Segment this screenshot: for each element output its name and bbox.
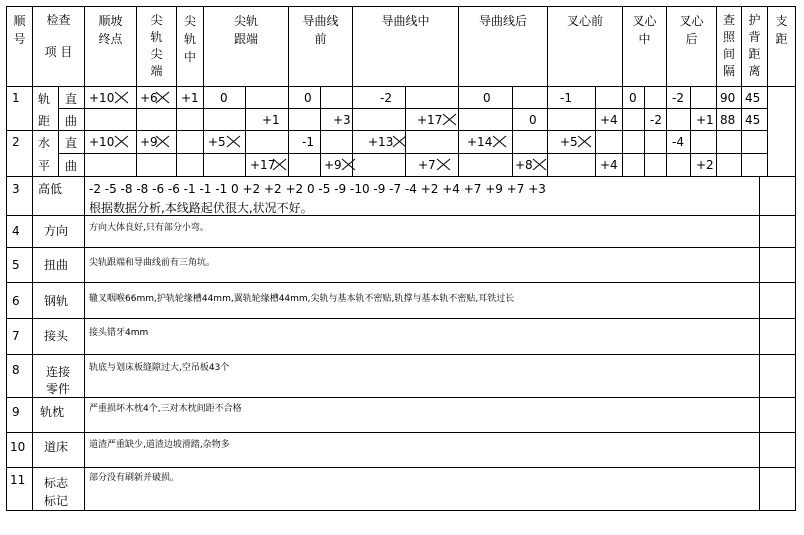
grid-line: [6, 130, 768, 131]
measure-value: +1: [262, 113, 280, 127]
subrow-label: 曲: [65, 114, 78, 128]
measure-value: +6: [140, 91, 158, 105]
grid-line: [6, 247, 796, 248]
exceed-mark-icon: [226, 135, 241, 148]
grid-line: [512, 86, 513, 177]
grid-line: [58, 153, 768, 154]
measure-value: +8: [515, 158, 533, 172]
measure-value: +1: [696, 113, 714, 127]
exceed-mark-icon: [341, 158, 356, 171]
row-label: 高低: [38, 182, 63, 196]
header-switch-mid: 尖 轨 中: [183, 14, 196, 64]
grid-line: [405, 86, 406, 177]
measure-value: -1: [560, 91, 572, 105]
header-guard-distance: 护 背 距 离: [748, 13, 761, 78]
grid-line: [6, 176, 796, 177]
measure-value: 90: [720, 91, 736, 105]
measure-value: +2: [696, 158, 714, 172]
exceed-mark-icon: [442, 113, 457, 126]
row-label: 连接 零件: [46, 365, 71, 396]
exceed-mark-icon: [492, 135, 507, 148]
row-label: 扭曲: [44, 258, 69, 272]
measure-value: 0: [529, 113, 537, 127]
grid-line: [759, 176, 760, 511]
grid-line: [547, 6, 548, 177]
row-note: 严重损坏木枕4个,三对木枕间距不合格: [89, 404, 242, 414]
grid-line: [6, 282, 796, 283]
grid-line: [690, 86, 691, 177]
grid-line: [644, 86, 645, 177]
grid-line: [58, 108, 768, 109]
header-frog-front: 叉心前: [566, 14, 603, 28]
measure-value: -1: [302, 135, 314, 149]
exceed-mark-icon: [114, 91, 129, 104]
category-label: 平: [38, 159, 51, 173]
measure-value: +9: [324, 158, 342, 172]
row-number: 5: [12, 258, 20, 272]
row-label: 钢轨: [44, 294, 69, 308]
grid-line: [795, 6, 796, 511]
measure-value: 0: [304, 91, 312, 105]
header-ramp-end: 顺坡 终点: [98, 14, 123, 46]
row-number: 3: [12, 182, 20, 196]
row-label: 接头: [44, 329, 69, 343]
grid-line: [6, 510, 796, 511]
measure-value: -2: [380, 91, 392, 105]
header-switch-heel: 尖轨 跟端: [233, 14, 258, 46]
measure-value: +7: [418, 158, 436, 172]
row-number: 11: [10, 473, 26, 487]
header-lead-mid: 导曲线中: [381, 14, 430, 28]
measure-value: +10: [89, 135, 115, 149]
row-note: 根据数据分析,本线路起伏很大,状况不好。: [89, 201, 313, 215]
header-frog-back: 叉心 后: [679, 14, 704, 46]
row-note: 接头错牙4mm: [89, 328, 149, 338]
exceed-mark-icon: [272, 158, 287, 171]
exceed-mark-icon: [532, 158, 547, 171]
grid-line: [6, 397, 796, 398]
exceed-mark-icon: [114, 135, 129, 148]
row-note: 部分没有刷新并破损。: [89, 473, 180, 483]
row-note: 轨底与划床板缝隙过大,空吊板43个: [89, 363, 230, 373]
grid-line: [6, 354, 796, 355]
row-note: 辙叉咽喉66mm,护轨轮缘槽44mm,翼轨轮缘槽44mm,尖轨与基本轨不密贴,轨撑与基本轨不密贴,耳铁过长: [89, 294, 515, 304]
row-number: 6: [12, 294, 20, 308]
measure-value: 45: [745, 113, 761, 127]
row-number: 10: [10, 440, 26, 454]
grid-line: [6, 318, 796, 319]
subrow-label: 直: [65, 136, 78, 150]
row-note: 道渣严重缺少,道渣边坡滑踏,杂物多: [89, 440, 230, 450]
measure-value: -2: [650, 113, 662, 127]
row-number: 1: [12, 91, 20, 105]
exceed-mark-icon: [436, 158, 451, 171]
measure-value: +5: [560, 135, 578, 149]
grid-line: [320, 86, 321, 177]
grid-line: [245, 86, 246, 177]
header-item: 检查 项 目: [44, 13, 73, 59]
measure-value: +14: [467, 135, 493, 149]
grid-line: [458, 6, 459, 177]
row-number: 7: [12, 329, 20, 343]
measure-value: -2: [672, 91, 684, 105]
measure-value: 0: [483, 91, 491, 105]
exceed-mark-icon: [155, 91, 170, 104]
subrow-label: 曲: [65, 159, 78, 173]
header-offset: 支 距: [775, 14, 788, 46]
category-label: 水: [38, 136, 51, 150]
row-label: 道床: [44, 440, 69, 454]
measure-value: -4: [672, 135, 684, 149]
grid-line: [6, 6, 7, 511]
header-lead-back: 导曲线后: [478, 14, 527, 28]
grid-line: [6, 6, 796, 7]
row-label: 轨枕: [40, 405, 65, 419]
measure-value: +17: [417, 113, 443, 127]
measure-value: +4: [600, 113, 618, 127]
exceed-mark-icon: [392, 135, 407, 148]
measure-value: +10: [89, 91, 115, 105]
grid-line: [6, 86, 796, 87]
category-label: 距: [38, 114, 51, 128]
row-note: 尖轨跟端和导曲线前有三角坑。: [89, 258, 216, 268]
grid-line: [58, 86, 59, 177]
measure-value: +1: [181, 91, 199, 105]
measure-value: +9: [140, 135, 158, 149]
measure-value: +13: [368, 135, 394, 149]
row-number: 4: [12, 224, 20, 238]
row-label: 标志 标记: [44, 476, 69, 508]
header-lead-front: 导曲线 前: [302, 14, 339, 46]
grid-line: [6, 432, 796, 433]
grid-line: [84, 6, 85, 511]
measure-value: +3: [333, 113, 351, 127]
measure-value: 0: [629, 91, 637, 105]
subrow-label: 直: [65, 92, 78, 106]
category-label: 轨: [38, 92, 51, 106]
measure-value: 0: [220, 91, 228, 105]
measure-value: +17: [250, 158, 276, 172]
measure-value: +4: [600, 158, 618, 172]
exceed-mark-icon: [577, 135, 592, 148]
header-switch-tip: 尖 轨 尖 端: [150, 13, 163, 78]
header-seq: 顺 号: [13, 14, 26, 46]
grid-line: [595, 86, 596, 177]
measure-value: 45: [745, 91, 761, 105]
measure-value: 88: [720, 113, 736, 127]
grid-line: [6, 467, 796, 468]
row-label: 方向: [44, 224, 69, 238]
grid-line: [6, 215, 796, 216]
row-number: 2: [12, 135, 20, 149]
row-note: 方向大体良好,只有部分小弯。: [89, 223, 209, 233]
grid-line: [32, 6, 33, 511]
header-frog-mid: 叉心 中: [632, 14, 657, 46]
measure-value: +5: [208, 135, 226, 149]
row-number: 9: [12, 405, 20, 419]
grid-line: [352, 6, 353, 177]
exceed-mark-icon: [155, 135, 170, 148]
row-number: 8: [12, 363, 20, 377]
elevation-values: -2 -5 -8 -8 -6 -6 -1 -1 -1 0 +2 +2 +2 0 -5 -9 -10 -9 -7 -4 +2 +4 +7 +9 +7 +3: [89, 182, 546, 196]
header-check-gauge: 查 照 间 隔: [722, 13, 735, 78]
